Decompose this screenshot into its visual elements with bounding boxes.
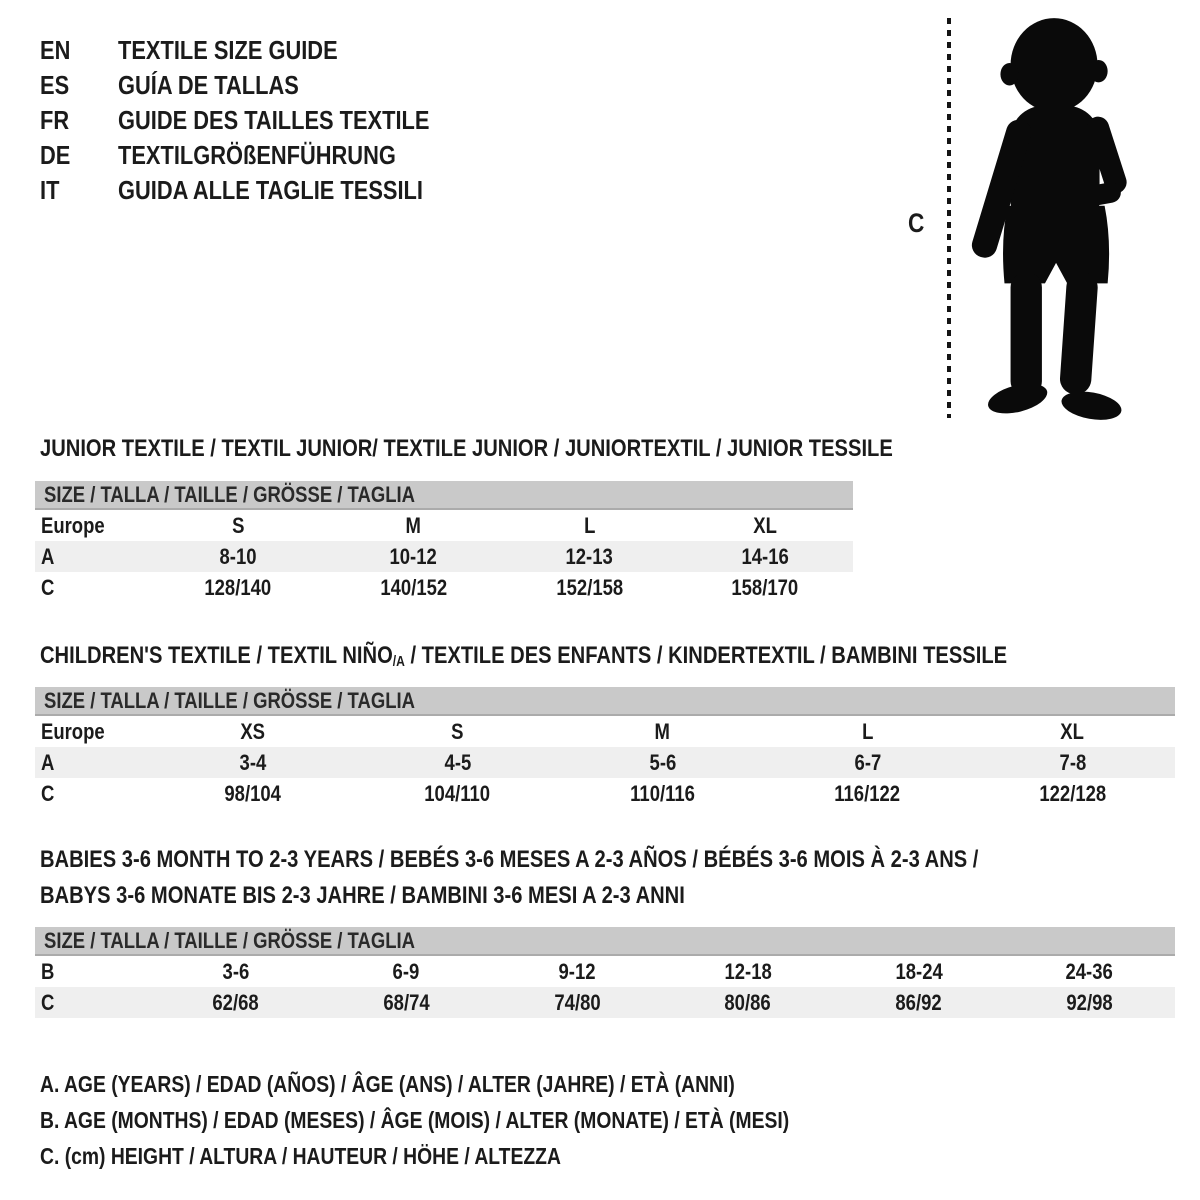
months-cell bbox=[150, 959, 321, 985]
babies-section-title-line2 bbox=[40, 881, 808, 911]
children-section-title bbox=[40, 641, 1191, 674]
legend-line-text: A. AGE (YEARS) / EDAD (AÑOS) / ÂGE (ANS) / ALTER (JAHRE) / ETÀ (ANNI) bbox=[40, 1070, 735, 1097]
months-cell bbox=[833, 959, 1004, 985]
height-cell bbox=[321, 990, 492, 1016]
height-cell bbox=[662, 990, 833, 1016]
size-cell-text: S bbox=[451, 718, 464, 744]
size-cell bbox=[355, 719, 560, 745]
babies-section-title-text: BABIES 3-6 MONTH TO 2-3 YEARS / BEBÉS 3-6 MESES A 2-3 AÑOS / BÉBÉS 3-6 MOIS À 2-3 ANS / bbox=[40, 846, 979, 873]
row-label bbox=[35, 575, 150, 601]
table-row-height bbox=[35, 778, 1175, 809]
legend-line-a bbox=[40, 1066, 932, 1102]
height-cell bbox=[150, 781, 355, 807]
size-cell bbox=[765, 719, 970, 745]
row-label-text: C bbox=[41, 780, 55, 806]
toddler-silhouette-icon bbox=[960, 12, 1140, 420]
babies-section-title-line1 bbox=[40, 845, 1157, 875]
language-row-de bbox=[40, 138, 489, 173]
height-cell-text: 128/140 bbox=[204, 574, 272, 600]
language-title-text: GUIDE DES TAILLES TEXTILE bbox=[118, 105, 430, 135]
height-cell-text: 152/158 bbox=[555, 574, 623, 600]
table-row-europe bbox=[35, 510, 853, 541]
junior-section-title-text: JUNIOR TEXTILE / TEXTIL JUNIOR/ TEXTILE JUNIOR / JUNIORTEXTIL / JUNIOR TESSILE bbox=[40, 435, 893, 462]
age-cell-text: 8-10 bbox=[219, 543, 257, 569]
height-cell-text: 116/122 bbox=[834, 780, 901, 806]
size-cell-text: S bbox=[231, 512, 245, 538]
row-label-text: B bbox=[41, 958, 55, 984]
height-cell-text: 158/170 bbox=[731, 574, 799, 600]
age-cell-text: 5-6 bbox=[649, 749, 676, 775]
language-code bbox=[40, 140, 118, 171]
language-title bbox=[118, 35, 379, 66]
table-row-europe bbox=[35, 716, 1175, 747]
size-header-bar bbox=[35, 687, 1175, 716]
row-label bbox=[35, 781, 150, 807]
height-marker-line bbox=[947, 18, 951, 418]
age-cell bbox=[150, 544, 326, 570]
language-title-text: TEXTILGRÖßENFÜHRUNG bbox=[118, 140, 396, 170]
months-cell-text: 24-36 bbox=[1065, 958, 1114, 984]
height-cell-text: 74/80 bbox=[553, 989, 601, 1015]
age-cell-text: 12-13 bbox=[565, 543, 614, 569]
language-code-text: ES bbox=[40, 70, 70, 100]
size-cell bbox=[502, 513, 678, 539]
row-label bbox=[35, 959, 150, 985]
height-cell-text: 86/92 bbox=[895, 989, 942, 1015]
months-cell-text: 3-6 bbox=[222, 958, 249, 984]
height-cell-text: 104/110 bbox=[424, 780, 491, 806]
size-cell-text: L bbox=[583, 512, 596, 538]
language-title bbox=[118, 70, 333, 101]
height-cell-text: 68/74 bbox=[383, 989, 430, 1015]
size-cell-text: XL bbox=[753, 512, 777, 538]
legend-line-text: B. AGE (MONTHS) / EDAD (MESES) / ÂGE (MOIS) / ALTER (MONATE) / ETÀ (MESI) bbox=[40, 1106, 790, 1133]
language-title-text: TEXTILE SIZE GUIDE bbox=[118, 35, 338, 65]
size-header-text: SIZE / TALLA / TAILLE / GRÖSSE / TAGLIA bbox=[44, 927, 415, 953]
age-cell bbox=[560, 750, 765, 776]
size-cell bbox=[677, 513, 853, 539]
legend-line-c bbox=[40, 1138, 932, 1174]
size-cell-text: M bbox=[405, 512, 422, 538]
months-cell-text: 18-24 bbox=[895, 958, 943, 984]
language-code-text: EN bbox=[40, 35, 71, 65]
months-cell bbox=[492, 959, 663, 985]
language-code bbox=[40, 35, 118, 66]
age-cell bbox=[502, 544, 678, 570]
size-cell-text: XL bbox=[1060, 718, 1085, 744]
age-cell-text: 6-7 bbox=[854, 749, 881, 775]
size-cell bbox=[150, 719, 355, 745]
language-title-text: GUIDA ALLE TAGLIE TESSILI bbox=[118, 175, 423, 205]
size-header-text: SIZE / TALLA / TAILLE / GRÖSSE / TAGLIA bbox=[44, 481, 415, 507]
legend bbox=[40, 1066, 932, 1174]
size-cell-text: XS bbox=[240, 718, 265, 744]
height-cell-text: 62/68 bbox=[212, 989, 259, 1015]
row-label-text: A bbox=[41, 749, 55, 775]
age-cell bbox=[150, 750, 355, 776]
age-cell bbox=[677, 544, 853, 570]
height-marker-label-text: C bbox=[908, 208, 925, 238]
height-cell bbox=[1004, 990, 1175, 1016]
age-cell bbox=[765, 750, 970, 776]
junior-section-title bbox=[40, 434, 1055, 464]
size-header-bar bbox=[35, 927, 1175, 956]
age-cell-text: 3-4 bbox=[239, 749, 266, 775]
height-cell-text: 92/98 bbox=[1066, 989, 1113, 1015]
size-cell bbox=[560, 719, 765, 745]
language-code bbox=[40, 105, 118, 136]
height-cell-text: 110/116 bbox=[630, 780, 695, 806]
height-cell-text: 80/86 bbox=[724, 989, 772, 1015]
language-row-en bbox=[40, 33, 489, 68]
children-section-title-text: CHILDREN'S TEXTILE / TEXTIL NIÑO/A / TEXTILE DES ENFANTS / KINDERTEXTIL / BAMBINI TESSILE bbox=[40, 642, 1008, 670]
language-row-fr bbox=[40, 103, 489, 138]
height-cell bbox=[492, 990, 663, 1016]
language-title-text: GUÍA DE TALLAS bbox=[118, 70, 299, 100]
size-cell bbox=[326, 513, 502, 539]
row-label-text: C bbox=[41, 574, 55, 600]
size-cell bbox=[970, 719, 1175, 745]
language-row-es bbox=[40, 68, 489, 103]
age-cell-text: 10-12 bbox=[389, 543, 438, 569]
height-cell bbox=[355, 781, 560, 807]
height-cell bbox=[150, 990, 321, 1016]
children-title-subscript: /A bbox=[392, 654, 405, 670]
months-cell-text: 9-12 bbox=[558, 958, 596, 984]
babies-size-table bbox=[35, 927, 1175, 1018]
height-cell bbox=[150, 575, 326, 601]
height-cell bbox=[677, 575, 853, 601]
table-row-months bbox=[35, 956, 1175, 987]
language-title bbox=[118, 105, 489, 136]
row-label-text: Europe bbox=[41, 512, 105, 538]
row-label bbox=[35, 750, 150, 776]
height-cell bbox=[502, 575, 678, 601]
children-size-table bbox=[35, 687, 1175, 809]
table-row-height bbox=[35, 572, 853, 603]
age-cell-text: 4-5 bbox=[444, 749, 471, 775]
language-code bbox=[40, 70, 118, 101]
height-cell-text: 98/104 bbox=[224, 780, 281, 806]
months-cell-text: 12-18 bbox=[724, 958, 772, 984]
row-label-text: C bbox=[41, 989, 55, 1015]
months-cell bbox=[662, 959, 833, 985]
language-code-text: IT bbox=[40, 175, 60, 205]
language-code-text: FR bbox=[40, 105, 70, 135]
language-code bbox=[40, 175, 118, 206]
age-cell bbox=[355, 750, 560, 776]
row-label bbox=[35, 719, 150, 745]
language-guide-list bbox=[40, 33, 489, 208]
height-marker-label bbox=[908, 208, 928, 239]
legend-line-b bbox=[40, 1102, 932, 1138]
age-cell-text: 14-16 bbox=[741, 543, 789, 569]
legend-line-text: C. (cm) HEIGHT / ALTURA / HAUTEUR / HÖHE / ALTEZZA bbox=[40, 1142, 561, 1169]
height-cell bbox=[970, 781, 1175, 807]
row-label-text: Europe bbox=[41, 718, 105, 744]
size-header-bar bbox=[35, 481, 853, 510]
height-cell bbox=[833, 990, 1004, 1016]
height-cell-text: 122/128 bbox=[1039, 780, 1106, 806]
table-row-age bbox=[35, 541, 853, 572]
size-cell-text: M bbox=[654, 718, 671, 744]
junior-size-table bbox=[35, 481, 853, 603]
size-header-text: SIZE / TALLA / TAILLE / GRÖSSE / TAGLIA bbox=[44, 687, 415, 713]
months-cell bbox=[1004, 959, 1175, 985]
table-row-age bbox=[35, 747, 1175, 778]
height-cell bbox=[765, 781, 970, 807]
height-cell bbox=[326, 575, 502, 601]
table-row-height bbox=[35, 987, 1175, 1018]
months-cell-text: 6-9 bbox=[392, 958, 420, 984]
language-row-it bbox=[40, 173, 489, 208]
size-cell-text: L bbox=[861, 718, 874, 744]
row-label bbox=[35, 513, 150, 539]
row-label-text: A bbox=[41, 543, 55, 569]
babies-section-title-text: BABYS 3-6 MONATE BIS 2-3 JAHRE / BAMBINI 3-6 MESI A 2-3 ANNI bbox=[40, 882, 685, 909]
row-label bbox=[35, 544, 150, 570]
size-cell bbox=[150, 513, 326, 539]
age-cell bbox=[970, 750, 1175, 776]
language-title bbox=[118, 175, 481, 206]
months-cell bbox=[321, 959, 492, 985]
language-code-text: DE bbox=[40, 140, 71, 170]
height-cell bbox=[560, 781, 765, 807]
age-cell bbox=[326, 544, 502, 570]
row-label bbox=[35, 990, 150, 1016]
age-cell-text: 7-8 bbox=[1059, 749, 1086, 775]
language-title bbox=[118, 140, 449, 171]
height-cell-text: 140/152 bbox=[380, 574, 448, 600]
